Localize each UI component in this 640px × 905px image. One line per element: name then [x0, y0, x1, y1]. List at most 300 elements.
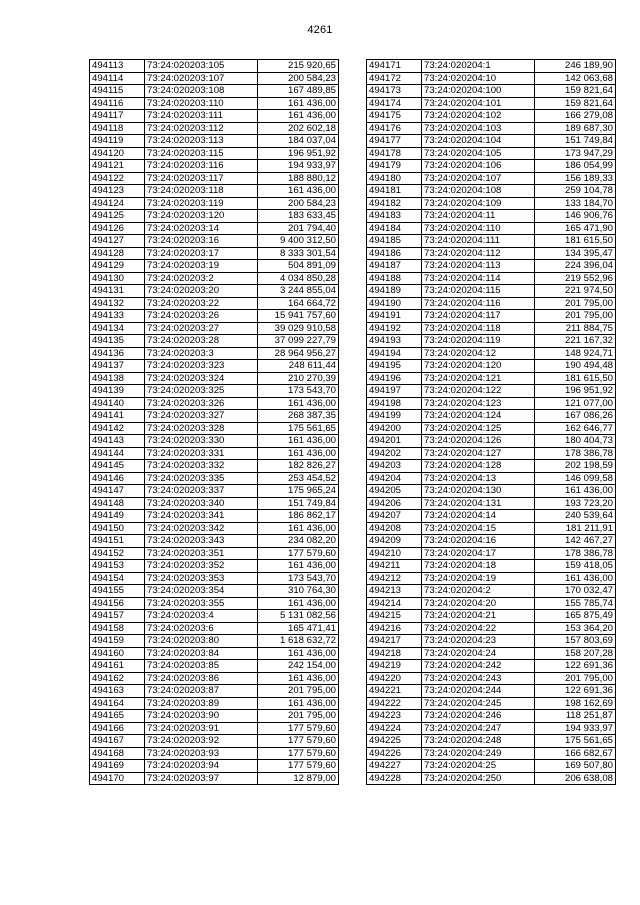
- table-row: [90, 97, 339, 110]
- row-number-cell: 494157: [90, 610, 145, 623]
- row-number-cell: 494124: [90, 197, 145, 210]
- row-number-cell: 494155: [90, 585, 145, 598]
- row-number-cell: 494194: [367, 347, 422, 360]
- cadastral-number-cell: 73:24:020204:120: [422, 360, 535, 373]
- cadastral-number-cell: 73:24:020204:101: [422, 97, 535, 110]
- cadastral-number-cell: 73:24:020204:112: [422, 247, 535, 260]
- row-number-cell: 494161: [90, 660, 145, 673]
- table-row: [90, 85, 339, 98]
- row-number-cell: 494147: [90, 485, 145, 498]
- cadastral-number-cell: 73:24:020203:113: [145, 135, 258, 148]
- row-number-cell: 494138: [90, 372, 145, 385]
- cadastral-number-cell: 73:24:020203:97: [145, 772, 258, 785]
- cadastral-number-cell: 73:24:020203:332: [145, 460, 258, 473]
- cadastral-value-cell: 188 880,12: [258, 172, 339, 185]
- cadastral-value-cell: 186 054,99: [535, 160, 616, 173]
- table-row: [90, 447, 339, 460]
- row-number-cell: 494140: [90, 397, 145, 410]
- row-number-cell: 494166: [90, 722, 145, 735]
- cadastral-value-cell: 161 436,00: [258, 560, 339, 573]
- cadastral-number-cell: 73:24:020203:19: [145, 260, 258, 273]
- cadastral-value-cell: 121 077,00: [535, 397, 616, 410]
- cadastral-value-cell: 221 974,50: [535, 285, 616, 298]
- row-number-cell: 494142: [90, 422, 145, 435]
- cadastral-number-cell: 73:24:020203:330: [145, 435, 258, 448]
- cadastral-value-cell: 161 436,00: [258, 110, 339, 123]
- table-row: [90, 385, 339, 398]
- cadastral-value-cell: 210 270,39: [258, 372, 339, 385]
- cadastral-value-cell: 240 539,64: [535, 510, 616, 523]
- row-number-cell: 494199: [367, 410, 422, 423]
- row-number-cell: 494185: [367, 235, 422, 248]
- cadastral-number-cell: 73:24:020203:327: [145, 410, 258, 423]
- cadastral-value-cell: 157 803,69: [535, 635, 616, 648]
- cadastral-value-cell: 198 162,69: [535, 697, 616, 710]
- table-row: [90, 122, 339, 135]
- row-number-cell: 494180: [367, 172, 422, 185]
- row-number-cell: 494198: [367, 397, 422, 410]
- cadastral-number-cell: 73:24:020203:22: [145, 297, 258, 310]
- row-number-cell: 494135: [90, 335, 145, 348]
- cadastral-value-cell: 161 436,00: [258, 672, 339, 685]
- table-row: [367, 60, 616, 73]
- table-row: [367, 685, 616, 698]
- cadastral-number-cell: 73:24:020203:337: [145, 485, 258, 498]
- cadastral-number-cell: 73:24:020203:118: [145, 185, 258, 198]
- table-row: [90, 297, 339, 310]
- cadastral-number-cell: 73:24:020204:116: [422, 297, 535, 310]
- table-row: [367, 210, 616, 223]
- table-row: [90, 135, 339, 148]
- cadastral-number-cell: 73:24:020203:352: [145, 560, 258, 573]
- row-number-cell: 494153: [90, 560, 145, 573]
- table-row: [90, 760, 339, 773]
- table-row: [90, 472, 339, 485]
- cadastral-value-cell: 200 584,23: [258, 72, 339, 85]
- cadastral-value-cell: 170 032,47: [535, 585, 616, 598]
- cadastral-number-cell: 73:24:020204:243: [422, 672, 535, 685]
- row-number-cell: 494168: [90, 747, 145, 760]
- table-row: [90, 435, 339, 448]
- table-row: [367, 397, 616, 410]
- table-row: [367, 135, 616, 148]
- cadastral-value-cell: 177 579,60: [258, 760, 339, 773]
- cadastral-number-cell: 73:24:020203:105: [145, 60, 258, 73]
- cadastral-number-cell: 73:24:020204:245: [422, 697, 535, 710]
- cadastral-number-cell: 73:24:020204:122: [422, 385, 535, 398]
- row-number-cell: 494211: [367, 560, 422, 573]
- cadastral-number-cell: 73:24:020203:94: [145, 760, 258, 773]
- cadastral-number-cell: 73:24:020203:116: [145, 160, 258, 173]
- cadastral-number-cell: 73:24:020203:2: [145, 272, 258, 285]
- table-row: [367, 172, 616, 185]
- row-number-cell: 494228: [367, 772, 422, 785]
- table-row: [90, 722, 339, 735]
- cadastral-value-cell: 224 396,04: [535, 260, 616, 273]
- cadastral-number-cell: 73:24:020203:328: [145, 422, 258, 435]
- row-number-cell: 494227: [367, 760, 422, 773]
- cadastral-value-cell: 146 906,76: [535, 210, 616, 223]
- table-row: [367, 335, 616, 348]
- row-number-cell: 494114: [90, 72, 145, 85]
- cadastral-number-cell: 73:24:020204:18: [422, 560, 535, 573]
- cadastral-number-cell: 73:24:020203:353: [145, 572, 258, 585]
- table-row: [367, 585, 616, 598]
- table-row: [367, 360, 616, 373]
- cadastral-value-cell: 175 965,24: [258, 485, 339, 498]
- cadastral-number-cell: 73:24:020204:248: [422, 735, 535, 748]
- table-row: [90, 285, 339, 298]
- table-row: [367, 85, 616, 98]
- table-row: [90, 410, 339, 423]
- table-row: [367, 222, 616, 235]
- cadastral-value-cell: 181 615,50: [535, 235, 616, 248]
- cadastral-value-cell: 165 471,41: [258, 622, 339, 635]
- table-row: [90, 235, 339, 248]
- row-number-cell: 494130: [90, 272, 145, 285]
- cadastral-number-cell: 73:24:020203:4: [145, 610, 258, 623]
- cadastral-number-cell: 73:24:020203:326: [145, 397, 258, 410]
- cadastral-number-cell: 73:24:020203:16: [145, 235, 258, 248]
- table-row: [90, 197, 339, 210]
- cadastral-number-cell: 73:24:020203:112: [145, 122, 258, 135]
- table-row: [90, 222, 339, 235]
- cadastral-number-cell: 73:24:020204:119: [422, 335, 535, 348]
- cadastral-number-cell: 73:24:020203:87: [145, 685, 258, 698]
- row-number-cell: 494214: [367, 597, 422, 610]
- cadastral-value-cell: 246 189,90: [535, 60, 616, 73]
- row-number-cell: 494121: [90, 160, 145, 173]
- row-number-cell: 494223: [367, 710, 422, 723]
- cadastral-value-cell: 161 436,00: [535, 485, 616, 498]
- cadastral-number-cell: 73:24:020204:102: [422, 110, 535, 123]
- cadastral-value-cell: 182 826,27: [258, 460, 339, 473]
- cadastral-number-cell: 73:24:020204:21: [422, 610, 535, 623]
- table-row: [90, 335, 339, 348]
- table-row: [90, 547, 339, 560]
- row-number-cell: 494207: [367, 510, 422, 523]
- table-row: [90, 647, 339, 660]
- row-number-cell: 494172: [367, 72, 422, 85]
- cadastral-value-cell: 181 211,91: [535, 522, 616, 535]
- row-number-cell: 494116: [90, 97, 145, 110]
- row-number-cell: 494217: [367, 635, 422, 648]
- cadastral-number-cell: 73:24:020204:246: [422, 710, 535, 723]
- row-number-cell: 494162: [90, 672, 145, 685]
- row-number-cell: 494216: [367, 622, 422, 635]
- cadastral-number-cell: 73:24:020203:26: [145, 310, 258, 323]
- cadastral-number-cell: 73:24:020203:115: [145, 147, 258, 160]
- cadastral-number-cell: 73:24:020203:351: [145, 547, 258, 560]
- table-row: [367, 185, 616, 198]
- row-number-cell: 494120: [90, 147, 145, 160]
- cadastral-value-cell: 3 244 855,04: [258, 285, 339, 298]
- row-number-cell: 494129: [90, 260, 145, 273]
- cadastral-number-cell: 73:24:020203:108: [145, 85, 258, 98]
- row-number-cell: 494144: [90, 447, 145, 460]
- table-row: [90, 772, 339, 785]
- table-row: [367, 447, 616, 460]
- cadastral-value-cell: 162 646,77: [535, 422, 616, 435]
- cadastral-value-cell: 5 131 082,56: [258, 610, 339, 623]
- cadastral-number-cell: 73:24:020204:250: [422, 772, 535, 785]
- cadastral-value-cell: 180 404,73: [535, 435, 616, 448]
- cadastral-value-cell: 133 184,70: [535, 197, 616, 210]
- cadastral-value-cell: 37 099 227,79: [258, 335, 339, 348]
- row-number-cell: 494126: [90, 222, 145, 235]
- cadastral-number-cell: 73:24:020204:247: [422, 722, 535, 735]
- table-row: [367, 247, 616, 260]
- cadastral-value-cell: 201 795,00: [535, 672, 616, 685]
- row-number-cell: 494212: [367, 572, 422, 585]
- cadastral-value-cell: 184 037,04: [258, 135, 339, 148]
- cadastral-value-cell: 165 471,90: [535, 222, 616, 235]
- cadastral-value-cell: 173 947,29: [535, 147, 616, 160]
- cadastral-value-cell: 201 795,00: [258, 710, 339, 723]
- cadastral-number-cell: 73:24:020203:323: [145, 360, 258, 373]
- cadastral-value-cell: 161 436,00: [258, 397, 339, 410]
- table-row: [90, 72, 339, 85]
- cadastral-number-cell: 73:24:020203:341: [145, 510, 258, 523]
- cadastral-value-cell: 201 795,00: [535, 310, 616, 323]
- cadastral-number-cell: 73:24:020204:244: [422, 685, 535, 698]
- row-number-cell: 494127: [90, 235, 145, 248]
- table-row: [367, 385, 616, 398]
- cadastral-value-cell: 9 400 312,50: [258, 235, 339, 248]
- row-number-cell: 494146: [90, 472, 145, 485]
- cadastral-number-cell: 73:24:020204:24: [422, 647, 535, 660]
- table-row: [90, 597, 339, 610]
- cadastral-value-cell: 158 207,28: [535, 647, 616, 660]
- row-number-cell: 494169: [90, 760, 145, 773]
- row-number-cell: 494152: [90, 547, 145, 560]
- cadastral-number-cell: 73:24:020204:17: [422, 547, 535, 560]
- cadastral-number-cell: 73:24:020204:23: [422, 635, 535, 648]
- row-number-cell: 494175: [367, 110, 422, 123]
- row-number-cell: 494149: [90, 510, 145, 523]
- cadastral-value-cell: 118 251,87: [535, 710, 616, 723]
- cadastral-number-cell: 73:24:020203:20: [145, 285, 258, 298]
- row-number-cell: 494178: [367, 147, 422, 160]
- row-number-cell: 494202: [367, 447, 422, 460]
- cadastral-number-cell: 73:24:020203:111: [145, 110, 258, 123]
- row-number-cell: 494191: [367, 310, 422, 323]
- cadastral-number-cell: 73:24:020203:27: [145, 322, 258, 335]
- cadastral-number-cell: 73:24:020204:106: [422, 160, 535, 173]
- table-row: [90, 747, 339, 760]
- table-row: [367, 660, 616, 673]
- row-number-cell: 494113: [90, 60, 145, 73]
- row-number-cell: 494148: [90, 497, 145, 510]
- cadastral-value-cell: 177 579,60: [258, 722, 339, 735]
- row-number-cell: 494193: [367, 335, 422, 348]
- cadastral-number-cell: 73:24:020204:16: [422, 535, 535, 548]
- table-row: [367, 147, 616, 160]
- row-number-cell: 494225: [367, 735, 422, 748]
- row-number-cell: 494183: [367, 210, 422, 223]
- cadastral-value-cell: 215 920,65: [258, 60, 339, 73]
- cadastral-number-cell: 73:24:020204:121: [422, 372, 535, 385]
- row-number-cell: 494156: [90, 597, 145, 610]
- table-row: [90, 397, 339, 410]
- cadastral-number-cell: 73:24:020203:355: [145, 597, 258, 610]
- row-number-cell: 494117: [90, 110, 145, 123]
- cadastral-number-cell: 73:24:020204:114: [422, 272, 535, 285]
- cadastral-number-cell: 73:24:020204:128: [422, 460, 535, 473]
- table-row: [367, 272, 616, 285]
- cadastral-value-cell: 193 723,20: [535, 497, 616, 510]
- table-row: [90, 247, 339, 260]
- table-row: [90, 672, 339, 685]
- row-number-cell: 494206: [367, 497, 422, 510]
- row-number-cell: 494203: [367, 460, 422, 473]
- cadastral-number-cell: 73:24:020204:22: [422, 622, 535, 635]
- cadastral-value-cell: 202 602,18: [258, 122, 339, 135]
- cadastral-number-cell: 73:24:020203:93: [145, 747, 258, 760]
- row-number-cell: 494160: [90, 647, 145, 660]
- cadastral-value-cell: 161 436,00: [258, 185, 339, 198]
- cadastral-number-cell: 73:24:020203:85: [145, 660, 258, 673]
- cadastral-number-cell: 73:24:020203:28: [145, 335, 258, 348]
- cadastral-value-cell: 155 785,74: [535, 597, 616, 610]
- table-row: [90, 460, 339, 473]
- row-number-cell: 494209: [367, 535, 422, 548]
- row-number-cell: 494167: [90, 735, 145, 748]
- row-number-cell: 494186: [367, 247, 422, 260]
- cadastral-value-cell: 122 691,36: [535, 660, 616, 673]
- row-number-cell: 494139: [90, 385, 145, 398]
- row-number-cell: 494189: [367, 285, 422, 298]
- cadastral-value-cell: 161 436,00: [258, 447, 339, 460]
- table-row: [367, 535, 616, 548]
- cadastral-number-cell: 73:24:020204:104: [422, 135, 535, 148]
- table-row: [90, 310, 339, 323]
- row-number-cell: 494200: [367, 422, 422, 435]
- cadastral-value-cell: 28 964 956,27: [258, 347, 339, 360]
- cadastral-value-cell: 248 611,44: [258, 360, 339, 373]
- page-number: 4261: [307, 24, 333, 36]
- table-row: [367, 772, 616, 785]
- table-row: [367, 635, 616, 648]
- cadastral-number-cell: 73:24:020203:6: [145, 622, 258, 635]
- row-number-cell: 494195: [367, 360, 422, 373]
- cadastral-value-cell: 161 436,00: [258, 522, 339, 535]
- table-row: [90, 147, 339, 160]
- cadastral-value-cell: 194 933,97: [258, 160, 339, 173]
- cadastral-number-cell: 73:24:020203:335: [145, 472, 258, 485]
- cadastral-value-cell: 159 821,64: [535, 97, 616, 110]
- table-row: [90, 510, 339, 523]
- table-row: [367, 322, 616, 335]
- cadastral-value-cell: 159 418,05: [535, 560, 616, 573]
- cadastral-number-cell: 73:24:020204:109: [422, 197, 535, 210]
- table-row: [367, 472, 616, 485]
- cadastral-value-cell: 15 941 757,60: [258, 310, 339, 323]
- table-row: [367, 297, 616, 310]
- cadastral-number-cell: 73:24:020203:89: [145, 697, 258, 710]
- cadastral-number-cell: 73:24:020204:25: [422, 760, 535, 773]
- table-row: [367, 722, 616, 735]
- cadastral-number-cell: 73:24:020204:19: [422, 572, 535, 585]
- cadastral-number-cell: 73:24:020203:325: [145, 385, 258, 398]
- cadastral-value-cell: 183 633,45: [258, 210, 339, 223]
- row-number-cell: 494197: [367, 385, 422, 398]
- row-number-cell: 494128: [90, 247, 145, 260]
- cadastral-value-cell: 161 436,00: [258, 647, 339, 660]
- table-row: [90, 572, 339, 585]
- cadastral-value-cell: 177 579,60: [258, 735, 339, 748]
- table-row: [90, 422, 339, 435]
- cadastral-number-cell: 73:24:020203:110: [145, 97, 258, 110]
- row-number-cell: 494218: [367, 647, 422, 660]
- register-table-left: [89, 59, 339, 785]
- table-row: [90, 497, 339, 510]
- register-table-right: [366, 59, 616, 785]
- cadastral-number-cell: 73:24:020204:2: [422, 585, 535, 598]
- row-number-cell: 494182: [367, 197, 422, 210]
- table-row: [90, 347, 339, 360]
- row-number-cell: 494190: [367, 297, 422, 310]
- row-number-cell: 494150: [90, 522, 145, 535]
- cadastral-value-cell: 166 682,67: [535, 747, 616, 760]
- table-row: [90, 272, 339, 285]
- cadastral-value-cell: 166 279,08: [535, 110, 616, 123]
- row-number-cell: 494141: [90, 410, 145, 423]
- cadastral-number-cell: 73:24:020204:110: [422, 222, 535, 235]
- cadastral-number-cell: 73:24:020204:249: [422, 747, 535, 760]
- cadastral-value-cell: 201 795,00: [535, 297, 616, 310]
- table-row: [367, 622, 616, 635]
- row-number-cell: 494131: [90, 285, 145, 298]
- row-number-cell: 494154: [90, 572, 145, 585]
- cadastral-value-cell: 148 924,71: [535, 347, 616, 360]
- cadastral-value-cell: 201 795,00: [258, 685, 339, 698]
- cadastral-number-cell: 73:24:020204:123: [422, 397, 535, 410]
- table-row: [367, 285, 616, 298]
- row-number-cell: 494143: [90, 435, 145, 448]
- cadastral-value-cell: 167 489,85: [258, 85, 339, 98]
- cadastral-value-cell: 219 552,96: [535, 272, 616, 285]
- cadastral-number-cell: 73:24:020203:119: [145, 197, 258, 210]
- cadastral-value-cell: 211 884,75: [535, 322, 616, 335]
- row-number-cell: 494174: [367, 97, 422, 110]
- table-row: [90, 697, 339, 710]
- cadastral-number-cell: 73:24:020204:11: [422, 210, 535, 223]
- row-number-cell: 494221: [367, 685, 422, 698]
- cadastral-number-cell: 73:24:020203:107: [145, 72, 258, 85]
- cadastral-number-cell: 73:24:020203:80: [145, 635, 258, 648]
- row-number-cell: 494118: [90, 122, 145, 135]
- cadastral-value-cell: 156 189,33: [535, 172, 616, 185]
- table-row: [367, 560, 616, 573]
- row-number-cell: 494151: [90, 535, 145, 548]
- table-row: [90, 485, 339, 498]
- cadastral-value-cell: 259 104,78: [535, 185, 616, 198]
- table-row: [367, 347, 616, 360]
- row-number-cell: 494119: [90, 135, 145, 148]
- cadastral-number-cell: 73:24:020204:1: [422, 60, 535, 73]
- cadastral-value-cell: 177 579,60: [258, 547, 339, 560]
- cadastral-value-cell: 178 386,78: [535, 447, 616, 460]
- cadastral-value-cell: 39 029 910,58: [258, 322, 339, 335]
- cadastral-value-cell: 242 154,00: [258, 660, 339, 673]
- table-row: [367, 235, 616, 248]
- row-number-cell: 494137: [90, 360, 145, 373]
- row-number-cell: 494201: [367, 435, 422, 448]
- cadastral-value-cell: 189 687,30: [535, 122, 616, 135]
- cadastral-number-cell: 73:24:020204:10: [422, 72, 535, 85]
- cadastral-value-cell: 196 951,92: [258, 147, 339, 160]
